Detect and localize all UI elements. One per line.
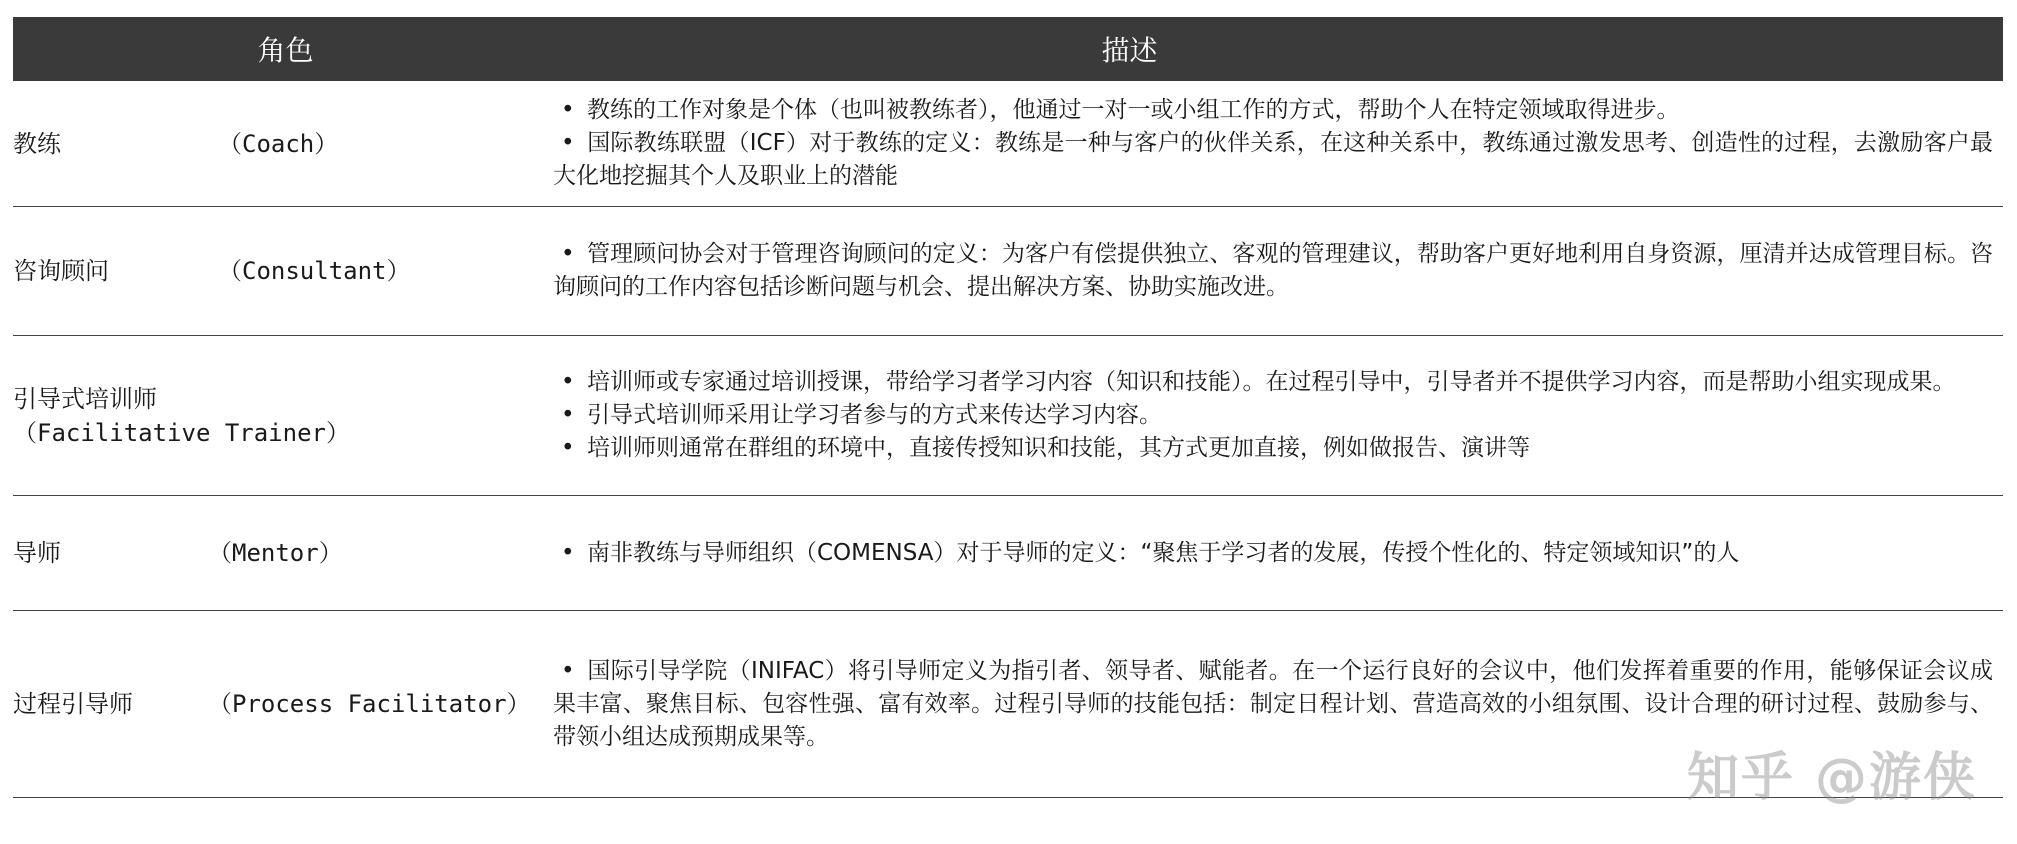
- description-cell: [553, 496, 2003, 610]
- table-row-facilitative-trainer: [13, 336, 2003, 496]
- bullet-text: 国际引导学院（INIFAC）将引导师定义为指引者、领导者、赋能者。在一个运行良好的会议中，他们发挥着重要的作用，能够保证会议成果丰富、聚焦目标、包容性强、富有效率。过程引导师的技能包括：制定日程计划、营造高效的小组氛围、设计合理的研讨过程、鼓励参与、带领小组达成预期成果等。: [553, 657, 1993, 750]
- bullet-icon: •: [561, 369, 575, 395]
- role-en: （Consultant）: [218, 257, 411, 285]
- bullet-item: [553, 399, 1993, 432]
- role-cell: [13, 81, 553, 206]
- table-header: [13, 17, 2003, 81]
- bullet-item: [553, 127, 1993, 193]
- bullet-item: [553, 655, 1993, 754]
- description-cell: [553, 81, 2003, 206]
- bullet-text: 培训师则通常在群组的环境中，直接传授知识和技能，其方式更加直接，例如做报告、演讲等: [587, 435, 1530, 461]
- role-en: （Mentor）: [208, 539, 343, 567]
- roles-table: [13, 17, 2003, 798]
- bullet-item: [553, 537, 1993, 570]
- table-row-coach: [13, 81, 2003, 207]
- role-cn: 过程引导师: [13, 690, 133, 718]
- watermark: 知乎 @游侠: [1686, 748, 1977, 808]
- role-cell: [13, 611, 553, 797]
- table-row-mentor: [13, 496, 2003, 611]
- bullet-icon: •: [561, 241, 575, 267]
- role-en: （Coach）: [218, 129, 339, 158]
- bullet-icon: •: [561, 130, 575, 156]
- header-description: 描述: [1101, 34, 1158, 67]
- bullet-item: [553, 432, 1993, 465]
- role-cn: 导师: [13, 539, 61, 567]
- bullet-icon: •: [561, 402, 575, 428]
- bullet-item: [553, 238, 1993, 304]
- bullet-icon: •: [561, 539, 575, 566]
- bullet-text: 管理顾问协会对于管理咨询顾问的定义：为客户有偿提供独立、客观的管理建议，帮助客户更好地利用自身资源，厘清并达成管理目标。咨询顾问的工作内容包括诊断问题与机会、提出解决方案、协助实施改进。: [553, 241, 1993, 300]
- header-role: 角色: [257, 34, 314, 67]
- table-row-process-facilitator: [13, 611, 2003, 798]
- role-cell: [13, 207, 553, 335]
- role-cn: 教练: [13, 129, 61, 158]
- role-cn: 引导式培训师: [13, 384, 157, 413]
- bullet-text: 培训师或专家通过培训授课，带给学习者学习内容（知识和技能）。在过程引导中，引导者并不提供学习内容，而是帮助小组实现成果。: [587, 369, 1956, 395]
- bullet-item: [553, 94, 1993, 127]
- description-cell: [553, 207, 2003, 335]
- bullet-item: [553, 366, 1993, 399]
- bullet-text: 教练的工作对象是个体（也叫被教练者），他通过一对一或小组工作的方式，帮助个人在特定领域取得进步。: [587, 97, 1680, 123]
- table-row-consultant: [13, 207, 2003, 336]
- bullet-text: 南非教练与导师组织（COMENSA）对于导师的定义：“聚焦于学习者的发展，传授个性化的、特定领域知识”的人: [587, 539, 1740, 566]
- bullet-text: 国际教练联盟（ICF）对于教练的定义：教练是一种与客户的伙伴关系，在这种关系中，教练通过激发思考、创造性的过程，去激励客户最大化地挖掘其个人及职业上的潜能: [553, 130, 1993, 189]
- description-cell: [553, 611, 2003, 797]
- description-cell: [553, 336, 2003, 495]
- role-cell: [13, 336, 553, 495]
- role-en: （Process Facilitator）: [208, 690, 531, 718]
- role-cell: [13, 496, 553, 610]
- role-cn: 咨询顾问: [13, 257, 109, 285]
- bullet-icon: •: [561, 435, 575, 461]
- bullet-icon: •: [561, 657, 575, 684]
- role-en: （Facilitative Trainer）: [13, 418, 350, 447]
- bullet-text: 引导式培训师采用让学习者参与的方式来传达学习内容。: [587, 402, 1162, 428]
- bullet-icon: •: [561, 97, 575, 123]
